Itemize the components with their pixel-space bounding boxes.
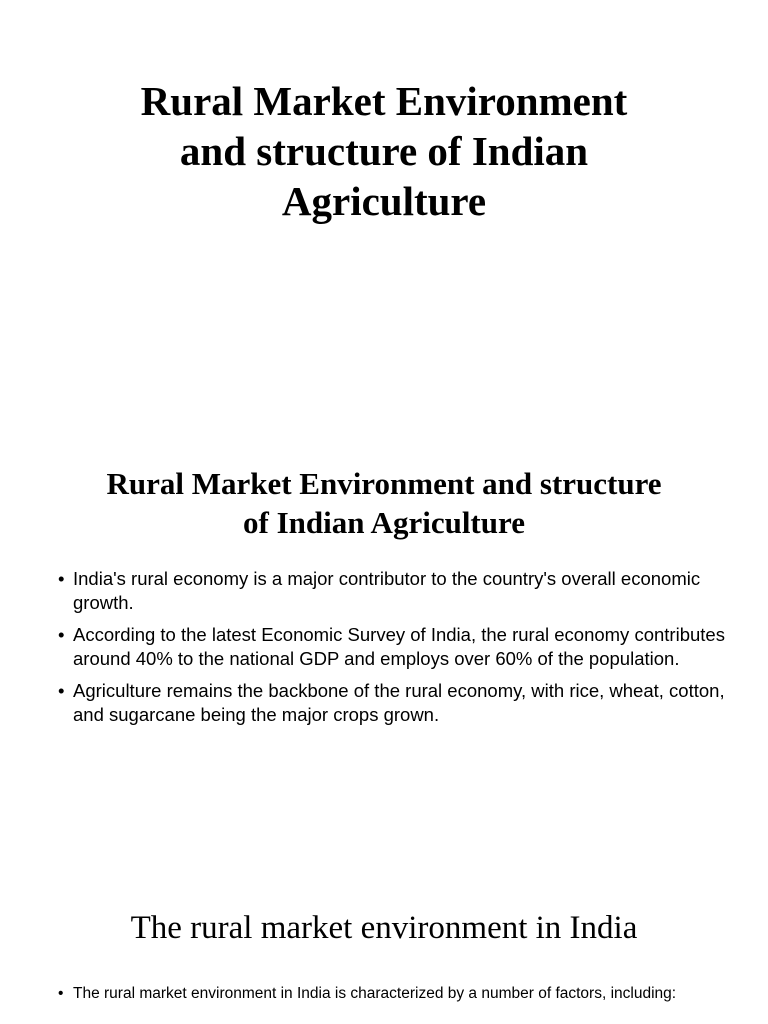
slide-environment xyxy=(0,864,768,1024)
slide-heading: The rural market environment in India xyxy=(130,910,638,946)
heading-line: Rural Market Environment and structure xyxy=(106,466,662,501)
slide-title xyxy=(0,0,768,432)
title-line: Rural Market Environment xyxy=(140,78,628,124)
title-line: and structure of Indian xyxy=(179,128,589,174)
title-line: Agriculture xyxy=(281,178,487,224)
slide-overview xyxy=(0,432,768,864)
heading-line: of Indian Agriculture xyxy=(243,505,525,540)
presentation-title xyxy=(40,76,728,226)
bullet-list xyxy=(58,984,728,1004)
bullet-list xyxy=(58,567,728,735)
bullet-item: • The rural market environment in India is characterized by a number of factors, including: xyxy=(58,984,728,1004)
bullet-item: • Agriculture remains the backbone of the rural economy, with rice, wheat, cotton, and sugarcane being the major crops grown. xyxy=(58,679,728,727)
bullet-item: • According to the latest Economic Survey of India, the rural economy contributes around 40% to the national GDP and employs over 60% of the population. xyxy=(58,623,728,671)
slide-heading xyxy=(30,464,738,542)
bullet-item: • India's rural economy is a major contributor to the country's overall economic growth. xyxy=(58,567,728,615)
